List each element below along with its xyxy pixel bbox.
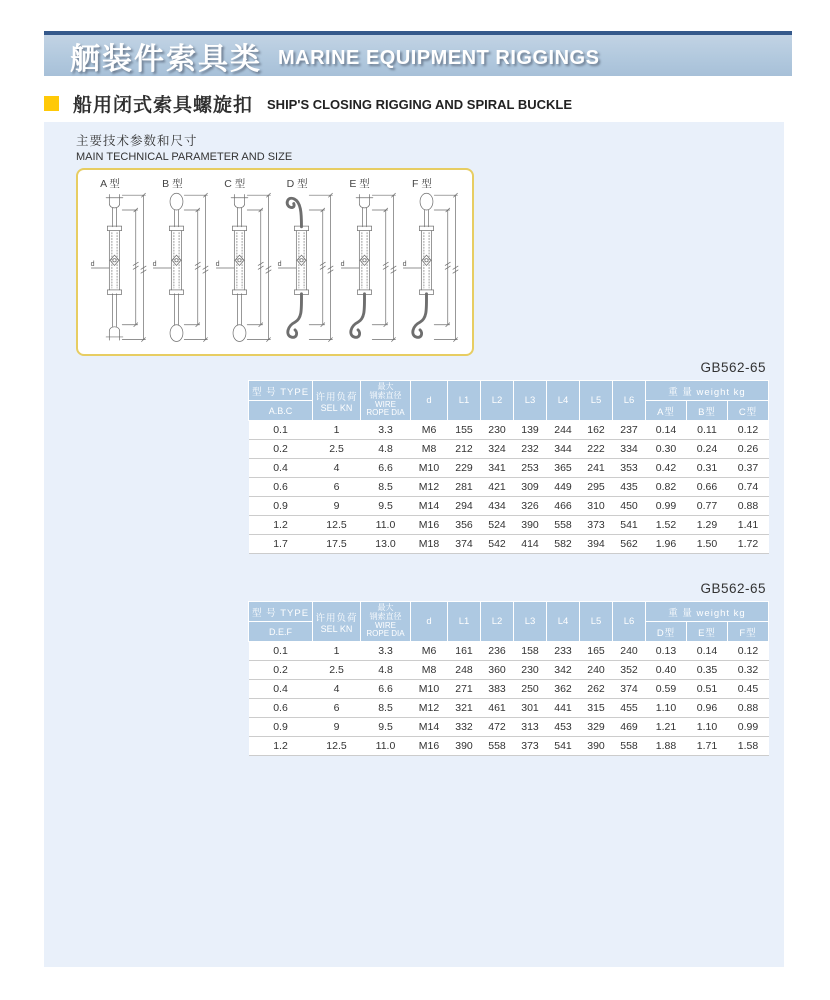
svg-text:d: d [277,260,282,269]
col-header-weight-f: F型 [728,622,769,642]
col-header-load: 许用负荷 SEL KN [313,602,361,642]
table-cell: 11.0 [361,516,411,535]
col-header-weight-a: A型 [646,401,687,421]
table-cell: 240 [613,642,646,661]
table-cell: 12.5 [313,737,361,756]
spec-table-abc [248,380,769,554]
table-cell: 341 [481,459,514,478]
standard-label: GB562-65 [700,360,766,375]
table-cell: 241 [580,459,613,478]
table-cell: 324 [481,440,514,459]
table-cell: M16 [411,737,448,756]
table-cell: 353 [613,459,646,478]
col-header-l6: L6 [613,381,646,421]
technical-drawing-box [76,168,474,356]
table-cell: 449 [547,478,580,497]
table-cell: 3.3 [361,421,411,440]
table-cell: 394 [580,535,613,554]
table-cell: 4 [313,459,361,478]
table-cell: 414 [514,535,547,554]
table-cell: 9.5 [361,718,411,737]
table-cell: 0.6 [249,699,313,718]
table-cell: 0.51 [687,680,728,699]
table-cell: 365 [547,459,580,478]
table-cell: 558 [613,737,646,756]
col-header-type-models: D.E.F [249,622,313,642]
table-cell: 1 [313,421,361,440]
table-cell: 542 [481,535,514,554]
table-cell: 229 [448,459,481,478]
table-cell: 295 [580,478,613,497]
col-header-d: d [411,602,448,642]
col-header-wire-dia: 最大 钢索直径 WIRE ROPE DIA [361,602,411,642]
col-header-weight: 重 量 weight kg [646,381,769,401]
table-cell: 450 [613,497,646,516]
table-cell: 244 [547,421,580,440]
table-cell: 332 [448,718,481,737]
turnbuckle-figure-a [90,176,148,350]
table-cell: 250 [514,680,547,699]
table-cell: 0.59 [646,680,687,699]
table-cell: 301 [514,699,547,718]
table-cell: 0.14 [687,642,728,661]
table-cell: 13.0 [361,535,411,554]
svg-text:d: d [153,260,157,269]
table-cell: 455 [613,699,646,718]
turnbuckle-figure-c [215,176,273,350]
col-header-l2: L2 [481,602,514,642]
table-cell: 390 [580,737,613,756]
table-cell: M6 [411,642,448,661]
table-cell: M12 [411,699,448,718]
table-cell: 469 [613,718,646,737]
table-cell: 1.29 [687,516,728,535]
table-cell: 236 [481,642,514,661]
table-cell: 0.9 [249,718,313,737]
turnbuckle-drawing [215,189,273,347]
table-cell: 326 [514,497,547,516]
table-row [249,497,769,516]
turnbuckle-figure-f [402,176,460,350]
table-cell: 9.5 [361,497,411,516]
table-cell: 240 [580,661,613,680]
table-cell: 1.50 [687,535,728,554]
table-cell: 1.41 [728,516,769,535]
table-cell: 1.7 [249,535,313,554]
table-cell: 230 [481,421,514,440]
table-cell: 390 [448,737,481,756]
parameter-caption [76,131,784,163]
svg-text:d: d [215,260,220,269]
col-header-d: d [411,381,448,421]
table-cell: 373 [580,516,613,535]
table-cell: 0.4 [249,459,313,478]
col-header-l5: L5 [580,381,613,421]
figure-label: C 型 [224,178,246,190]
table-cell: 2.5 [313,440,361,459]
table-cell: 0.1 [249,642,313,661]
table-cell: 17.5 [313,535,361,554]
table-cell: 0.42 [646,459,687,478]
table-row [249,642,769,661]
table-row [249,440,769,459]
table-cell: 352 [613,661,646,680]
content-panel [44,122,784,967]
table-cell: 161 [448,642,481,661]
turnbuckle-drawing [90,189,148,347]
table-cell: 1.88 [646,737,687,756]
table-cell: 360 [481,661,514,680]
banner-title-zh: 舾装件索具类 [70,42,262,76]
turnbuckle-figure-b [152,176,210,350]
table-cell: 321 [448,699,481,718]
table-cell: 329 [580,718,613,737]
col-header-load: 许用负荷 SEL KN [313,381,361,421]
figure-label: B 型 [162,178,183,190]
col-header-wire-dia: 最大 钢索直径 WIRE ROPE DIA [361,381,411,421]
table-row [249,516,769,535]
table-cell: 466 [547,497,580,516]
table-cell: 1.10 [646,699,687,718]
col-header-weight-c: C型 [728,401,769,421]
table-block-def [248,581,768,756]
col-header-type: 型 号 TYPE [249,602,313,622]
col-header-weight-d: D型 [646,622,687,642]
table-cell: 356 [448,516,481,535]
table-cell: 232 [514,440,547,459]
table-cell: 139 [514,421,547,440]
table-cell: 1.21 [646,718,687,737]
table-cell: 233 [547,642,580,661]
table-cell: 541 [613,516,646,535]
table-row [249,459,769,478]
table-cell: 9 [313,497,361,516]
table-cell: 315 [580,699,613,718]
turnbuckle-figure-e [340,176,398,350]
col-header-type-models: A.B.C [249,401,313,421]
table-cell: 0.4 [249,680,313,699]
table-cell: 1.52 [646,516,687,535]
table-cell: 165 [580,642,613,661]
figure-label: F 型 [412,178,432,190]
table-cell: 0.2 [249,440,313,459]
turnbuckle-figure-d [277,176,335,350]
table-cell: 0.45 [728,680,769,699]
table-cell: M14 [411,718,448,737]
table-cell: 11.0 [361,737,411,756]
table-cell: 313 [514,718,547,737]
table-cell: 0.99 [646,497,687,516]
table-cell: 0.6 [249,478,313,497]
figure-label: A 型 [100,178,120,190]
table-cell: 309 [514,478,547,497]
table-cell: 558 [481,737,514,756]
table-cell: 0.35 [687,661,728,680]
table-cell: 0.11 [687,421,728,440]
col-header-weight-e: E型 [687,622,728,642]
turnbuckle-drawing [277,189,335,347]
col-header-l1: L1 [448,381,481,421]
banner-title-en: MARINE EQUIPMENT RIGGINGS [278,47,600,69]
table-cell: 0.31 [687,459,728,478]
table-cell: 558 [547,516,580,535]
table-cell: 4.8 [361,661,411,680]
table-cell: 374 [613,680,646,699]
col-header-weight: 重 量 weight kg [646,602,769,622]
page-banner [44,31,792,76]
parameter-caption-zh: 主要技术参数和尺寸 [76,134,198,148]
table-cell: 294 [448,497,481,516]
table-cell: 373 [514,737,547,756]
table-cell: M10 [411,680,448,699]
table-cell: 1.96 [646,535,687,554]
col-header-l5: L5 [580,602,613,642]
table-cell: 212 [448,440,481,459]
section-title-zh: 船用闭式索具螺旋扣 [73,94,254,116]
table-cell: 0.13 [646,642,687,661]
table-cell: M12 [411,478,448,497]
figure-label: E 型 [349,178,370,190]
col-header-l4: L4 [547,381,580,421]
table-cell: M6 [411,421,448,440]
table-cell: 222 [580,440,613,459]
table-cell: 0.88 [728,699,769,718]
table-cell: 524 [481,516,514,535]
table-cell: 158 [514,642,547,661]
col-header-l3: L3 [514,381,547,421]
table-row [249,680,769,699]
table-cell: 461 [481,699,514,718]
table-cell: 230 [514,661,547,680]
table-row [249,718,769,737]
col-header-l3: L3 [514,602,547,642]
table-cell: 390 [514,516,547,535]
table-cell: 435 [613,478,646,497]
table-cell: 0.88 [728,497,769,516]
table-cell: 434 [481,497,514,516]
table-row [249,421,769,440]
table-cell: 374 [448,535,481,554]
parameter-caption-en: MAIN TECHNICAL PARAMETER AND SIZE [76,151,293,163]
table-cell: 362 [547,680,580,699]
table-cell: 1.72 [728,535,769,554]
table-cell: 342 [547,661,580,680]
svg-text:d: d [340,260,345,269]
table-cell: M10 [411,459,448,478]
table-cell: 1.71 [687,737,728,756]
table-cell: 0.24 [687,440,728,459]
figure-label: D 型 [286,178,308,190]
table-cell: 310 [580,497,613,516]
table-cell: 0.9 [249,497,313,516]
table-cell: M18 [411,535,448,554]
table-cell: 3.3 [361,642,411,661]
col-header-weight-b: B型 [687,401,728,421]
table-cell: 1.58 [728,737,769,756]
table-cell: 582 [547,535,580,554]
table-cell: 4 [313,680,361,699]
table-cell: 0.32 [728,661,769,680]
turnbuckle-drawing [402,189,460,347]
table-row [249,661,769,680]
table-cell: M16 [411,516,448,535]
table-cell: 1.10 [687,718,728,737]
table-cell: 8.5 [361,699,411,718]
table-cell: 155 [448,421,481,440]
table-cell: 0.1 [249,421,313,440]
table-cell: 0.12 [728,421,769,440]
table-row [249,478,769,497]
table-cell: 0.82 [646,478,687,497]
table-cell: 0.40 [646,661,687,680]
col-header-l2: L2 [481,381,514,421]
table-row [249,699,769,718]
col-header-l4: L4 [547,602,580,642]
svg-text:d: d [402,260,407,269]
spec-table-def [248,601,769,756]
table-cell: 0.96 [687,699,728,718]
table-cell: 1.2 [249,516,313,535]
yellow-square-bullet-icon [44,96,59,111]
table-cell: M8 [411,661,448,680]
table-cell: 8.5 [361,478,411,497]
table-cell: 162 [580,421,613,440]
table-cell: 472 [481,718,514,737]
table-cell: 253 [514,459,547,478]
table-cell: 0.26 [728,440,769,459]
table-cell: 0.2 [249,661,313,680]
table-row [249,737,769,756]
table-cell: 0.77 [687,497,728,516]
table-cell: 6 [313,478,361,497]
table-cell: 6.6 [361,459,411,478]
table-cell: M14 [411,497,448,516]
col-header-type: 型 号 TYPE [249,381,313,401]
standard-label: GB562-65 [700,581,766,596]
table-cell: 541 [547,737,580,756]
table-cell: 1 [313,642,361,661]
section-heading [44,91,572,115]
table-cell: 1.2 [249,737,313,756]
table-cell: 0.12 [728,642,769,661]
table-cell: 344 [547,440,580,459]
table-cell: 237 [613,421,646,440]
col-header-l6: L6 [613,602,646,642]
table-cell: 0.37 [728,459,769,478]
table-cell: 0.66 [687,478,728,497]
table-block-abc [248,360,768,554]
table-cell: 9 [313,718,361,737]
table-cell: 271 [448,680,481,699]
table-cell: 6 [313,699,361,718]
table-cell: 0.30 [646,440,687,459]
table-cell: 262 [580,680,613,699]
table-cell: 281 [448,478,481,497]
table-cell: 383 [481,680,514,699]
col-header-l1: L1 [448,602,481,642]
table-cell: 421 [481,478,514,497]
section-title-en: SHIP'S CLOSING RIGGING AND SPIRAL BUCKLE [267,97,573,112]
turnbuckle-drawing [340,189,398,347]
table-cell: M8 [411,440,448,459]
table-cell: 0.74 [728,478,769,497]
table-cell: 248 [448,661,481,680]
table-cell: 562 [613,535,646,554]
table-cell: 4.8 [361,440,411,459]
table-cell: 441 [547,699,580,718]
svg-text:d: d [90,260,95,269]
table-cell: 0.14 [646,421,687,440]
table-row [249,535,769,554]
table-cell: 453 [547,718,580,737]
table-cell: 2.5 [313,661,361,680]
table-cell: 12.5 [313,516,361,535]
table-cell: 334 [613,440,646,459]
table-cell: 0.99 [728,718,769,737]
turnbuckle-drawing [152,189,210,347]
table-cell: 6.6 [361,680,411,699]
